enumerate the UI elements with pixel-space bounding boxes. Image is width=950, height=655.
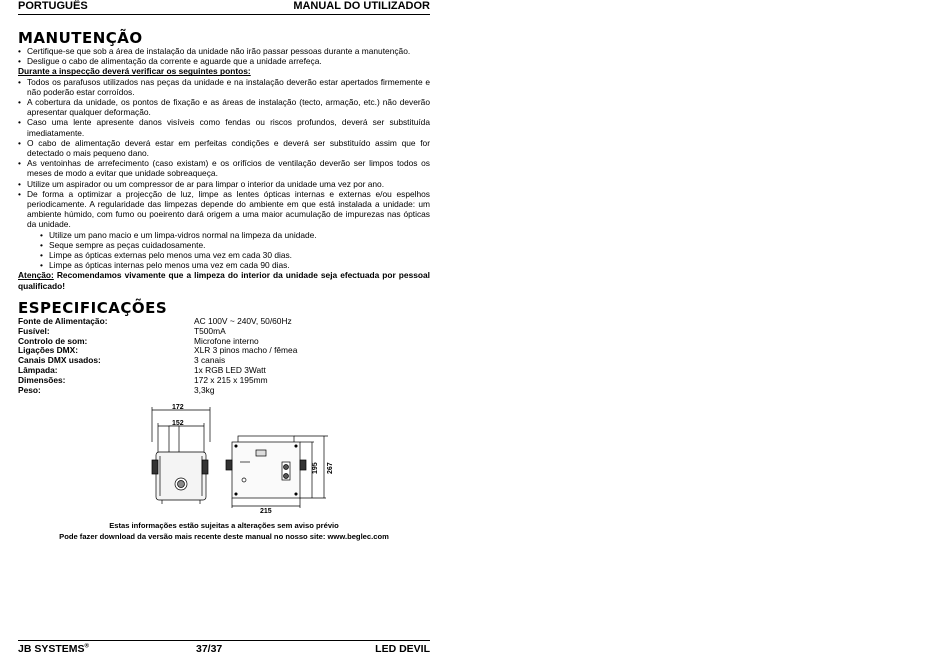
list-item: • De forma a optimizar a projecção de luz, limpe as lentes ópticas internas e externas e/ou espelhos periodicamente. A regularidade das limpezas depende do ambiente em que está instalada a unidade: um ambiente húmido, com fumo ou poeirento dará origem a uma maior acumulação de impurezas nas ópticas da unidade.: [18, 189, 430, 230]
header-language: PORTUGUÊS: [18, 0, 88, 12]
download-line: Pode fazer download da versão mais recente deste manual no nosso site: www.beglec.com: [59, 531, 389, 541]
spec-value: Microfone interno: [194, 335, 259, 346]
spec-key: Controlo de som:: [18, 335, 88, 346]
sub-list-item: • Limpe as ópticas internas pelo menos uma vez em cada 90 dias.: [18, 260, 430, 270]
spec-key: Fusível:: [18, 325, 50, 336]
page-header: [18, 0, 430, 15]
spec-key: Ligações DMX:: [18, 345, 79, 356]
dim-172-label: 172: [172, 404, 184, 411]
registered-mark: ®: [84, 643, 89, 650]
spec-value: 3 canais: [194, 355, 226, 366]
page-number: 37/37: [196, 643, 223, 655]
header-manual-title: MANUAL DO UTILIZADOR: [293, 0, 430, 12]
spec-value: 172 x 215 x 195mm: [194, 374, 268, 385]
list-item: • Caso uma lente apresente danos visíveis como fendas ou riscos profundos, deverá ser substituída imediatamente.: [18, 117, 430, 137]
specs-table: [18, 317, 430, 395]
list-item: • Todos os parafusos utilizados nas peças da unidade e na instalação deverão estar apertados firmemente e não poderão estar corroídos.: [18, 77, 430, 97]
spec-key: Canais DMX usados:: [18, 355, 101, 366]
spec-key: Fonte de Alimentação:: [18, 316, 108, 326]
spec-value: AC 100V ~ 240V, 50/60Hz: [194, 316, 292, 326]
maintenance-section: [18, 46, 430, 291]
dim-195-label: 195: [312, 462, 319, 474]
attention-note: [18, 270, 430, 290]
maintenance-title: MANUTENÇÃO: [18, 29, 143, 47]
list-item: • Certifique-se que sob a área de instalação da unidade não irão passar pessoas durante a manutenção.: [18, 46, 430, 56]
spec-value: 1x RGB LED 3Watt: [194, 364, 266, 375]
specs-title: ESPECIFICAÇÕES: [18, 299, 168, 317]
disclaimer-note: [18, 521, 430, 542]
spec-value: XLR 3 pinos macho / fêmea: [194, 345, 298, 356]
spec-value: 3,3kg: [194, 384, 215, 395]
attention-text: Recomendamos vivamente que a limpeza do interior da unidade seja efectuada por pessoal qualificado!: [18, 270, 430, 291]
spec-row: [18, 376, 430, 386]
footer-product: LED DEVIL: [375, 643, 430, 655]
spec-key: Peso:: [18, 384, 41, 395]
list-item: • Utilize um aspirador ou um compressor de ar para limpar o interior da unidade uma vez por ano.: [18, 179, 430, 189]
dim-152-label: 152: [172, 420, 184, 427]
brand-name: JB SYSTEMS: [18, 643, 85, 655]
disclaimer-line: Estas informações estão sujeitas a alterações sem aviso prévio: [109, 521, 339, 530]
list-item: • Desligue o cabo de alimentação da corrente e aguarde que a unidade arrefeça.: [18, 56, 430, 66]
attention-label: Atenção:: [18, 270, 54, 281]
page-footer: [18, 640, 430, 655]
dim-215-label: 215: [260, 508, 272, 514]
sub-list-item: • Seque sempre as peças cuidadosamente.: [18, 240, 430, 250]
inspection-heading: Durante a inspecção deverá verificar os seguintes pontos:: [18, 66, 251, 77]
sub-list-item: • Utilize um pano macio e um limpa-vidros normal na limpeza da unidade.: [18, 230, 430, 240]
list-item: • As ventoinhas de arrefecimento (caso existam) e os orifícios de ventilação deverão ser limpos todos os meses de modo a evitar que unidade sobreaqueça.: [18, 158, 430, 178]
manual-page: [18, 0, 430, 654]
spec-value: T500mA: [194, 325, 226, 336]
dim-267-label: 267: [327, 462, 334, 474]
dimension-drawing: [136, 402, 336, 514]
footer-brand: [18, 643, 89, 655]
spec-key: Dimensões:: [18, 374, 66, 385]
spec-row: [18, 386, 430, 396]
list-item: • O cabo de alimentação deverá estar em perfeitas condições e deverá ser substituído assim que for detectado o mais pequeno dano.: [18, 138, 430, 158]
spec-key: Lâmpada:: [18, 364, 58, 375]
sub-list-item: • Limpe as ópticas externas pelo menos uma vez em cada 30 dias.: [18, 250, 430, 260]
list-item: • A cobertura da unidade, os pontos de fixação e as áreas de instalação (tecto, armação, etc.) não deverão apresentar qualquer deformação.: [18, 97, 430, 117]
